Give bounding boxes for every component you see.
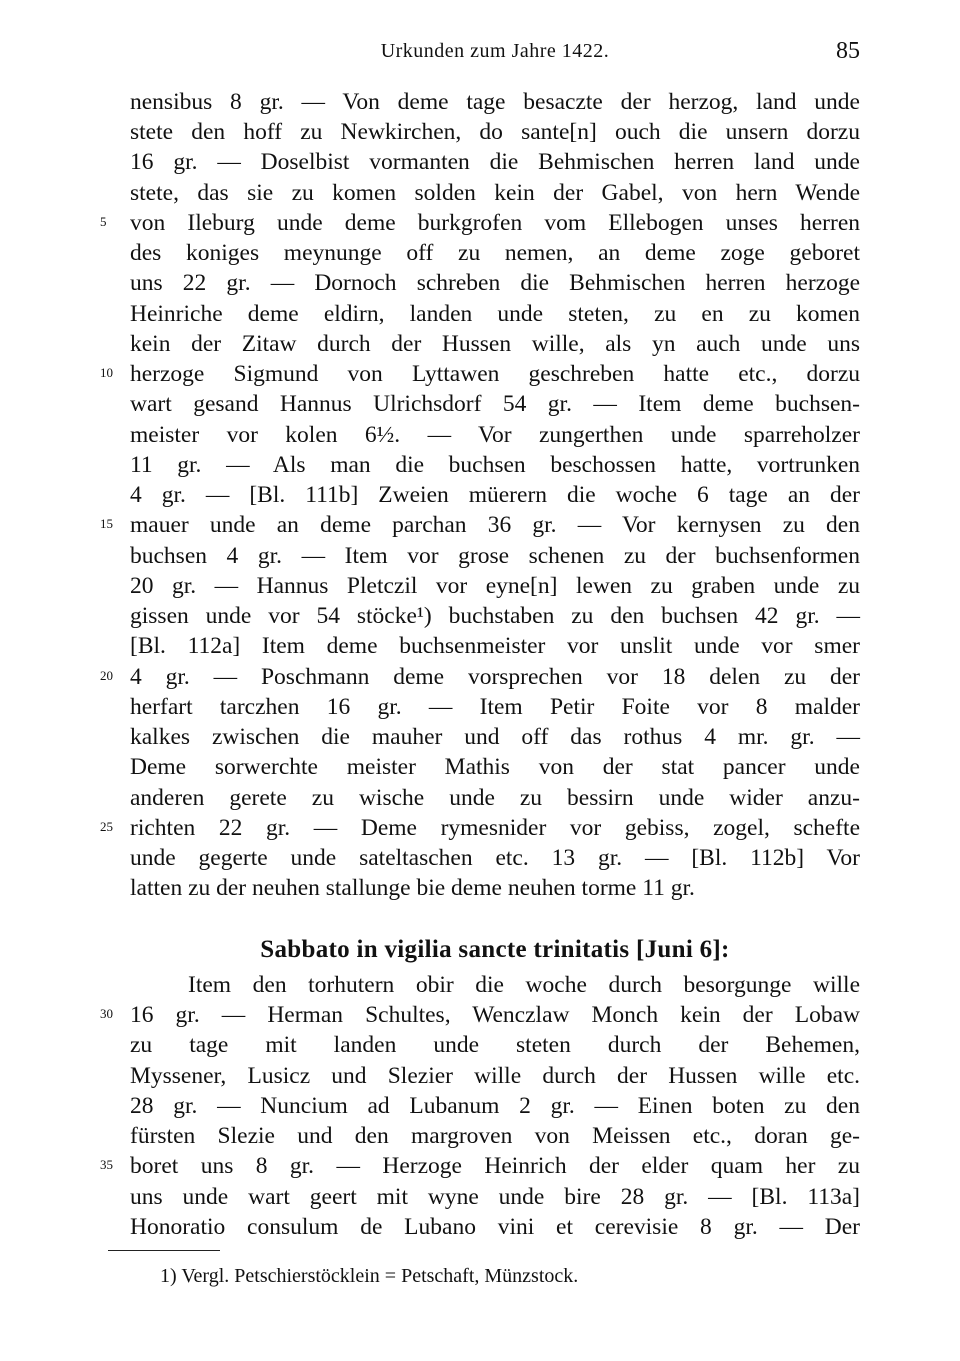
text-line: Myssener, Lusicz und Slezier wille durch der Hussen wille etc. <box>130 1063 860 1089</box>
running-title: Urkunden zum Jahre 1422. <box>380 40 610 62</box>
text-line: nensibus 8 gr. — Von deme tage besaczte der herzog, land unde <box>130 89 860 115</box>
running-head <box>130 40 860 74</box>
text-line: mauer unde an deme parchan 36 gr. — Vor kernysen zu den <box>130 512 860 538</box>
text-line: 4 gr. — [Bl. 111b] Zweien müerern die woche 6 tage an der <box>130 482 860 508</box>
footnote-marker: 1) <box>160 1265 177 1287</box>
text-line: gissen unde vor 54 stöcke¹) buchstaben zu den buchsen 42 gr. — <box>130 603 860 629</box>
line-number: 25 <box>100 819 113 834</box>
text-line: des koniges meynunge off zu nemen, an deme zoge geboret <box>130 240 860 266</box>
text-line: fürsten Slezie und den margroven von Meissen etc., doran ge- <box>130 1123 860 1149</box>
text-line: kalkes zwischen die mauher und off das rothus 4 mr. gr. — <box>130 724 860 750</box>
line-number: 20 <box>100 668 113 683</box>
text-line: zu tage mit landen unde steten durch der Behemen, <box>130 1032 860 1058</box>
text-line: richten 22 gr. — Deme rymesnider vor gebiss, zogel, schefte <box>130 815 860 841</box>
text-line: wart gesand Hannus Ulrichsdorf 54 gr. — Item deme buchsen- <box>130 391 860 417</box>
text-line: uns 22 gr. — Dornoch schreben die Behmischen herren herzoge <box>130 270 860 296</box>
text-line: unde gegerte unde sateltaschen etc. 13 gr. — [Bl. 112b] Vor <box>130 845 860 871</box>
text-line: buchsen 4 gr. — Item vor grose schenen zu der buchsenformen <box>130 543 860 569</box>
text-line: 20 gr. — Hannus Pletczil vor eyne[n] lewen zu graben unde zu <box>130 573 860 599</box>
text-line: von Ileburg unde deme burkgrofen vom Ellebogen unses herren <box>130 210 860 236</box>
footnote-rule <box>108 1250 220 1251</box>
text-line: meister vor kolen 6½. — Vor zungerthen unde sparreholzer <box>130 422 860 448</box>
text-line: uns unde wart geert mit wyne unde bire 28 gr. — [Bl. 113a] <box>130 1184 860 1210</box>
section-heading: Sabbato in vigilia sancte trinitatis [Juni 6]: <box>260 936 730 963</box>
text-line: herzoge Sigmund von Lyttawen geschreben hatte etc., dorzu <box>130 361 860 387</box>
text-line: Honoratio consulum de Lubano vini et cerevisie 8 gr. — Der <box>130 1214 860 1240</box>
text-line: 16 gr. — Doselbist vormanten die Behmischen herren land unde <box>130 149 860 175</box>
line-number: 5 <box>100 214 107 229</box>
text-line: herfart tarczhen 16 gr. — Item Petir Foite vor 8 malder <box>130 694 860 720</box>
text-line: [Bl. 112a] Item deme buchsenmeister vor unslit unde vor smer <box>130 633 860 659</box>
page-number: 85 <box>836 38 860 64</box>
text-line: latten zu der neuhen stallunge bie deme neuhen torme 11 gr. <box>130 875 695 901</box>
text-line: Item den torhutern obir die woche durch besorgunge wille <box>188 972 860 998</box>
text-line: 4 gr. — Poschmann deme vorsprechen vor 18 delen zu der <box>130 664 860 690</box>
text-line: 11 gr. — Als man die buchsen beschossen hatte, vortrunken <box>130 452 860 478</box>
text-line: 16 gr. — Herman Schultes, Wenczlaw Monch kein der Lobaw <box>130 1002 860 1028</box>
line-number: 30 <box>100 1006 113 1021</box>
text-line: boret uns 8 gr. — Herzoge Heinrich der elder quam her zu <box>130 1153 860 1179</box>
footnote <box>160 1263 578 1289</box>
line-number: 15 <box>100 516 113 531</box>
text-line: Deme sorwerchte meister Mathis von der stat pancer unde <box>130 754 860 780</box>
text-line: kein der Zitaw durch der Hussen wille, als yn auch unde uns <box>130 331 860 357</box>
text-line: 28 gr. — Nuncium ad Lubanum 2 gr. — Einen boten zu den <box>130 1093 860 1119</box>
line-number: 35 <box>100 1157 113 1172</box>
text-line: stete den hoff zu Newkirchen, do sante[n] ouch die unsern dorzu <box>130 119 860 145</box>
text-line: stete, das sie zu komen solden kein der Gabel, von hern Wende <box>130 180 860 206</box>
text-line: Heinriche deme eldirn, landen unde steten, zu en zu komen <box>130 301 860 327</box>
line-number: 10 <box>100 365 113 380</box>
text-line: anderen gerete zu wische unde zu bessirn unde wider anzu- <box>130 785 860 811</box>
footnote-text: Vergl. Petschierstöcklein = Petschaft, Münzstock. <box>181 1265 579 1287</box>
